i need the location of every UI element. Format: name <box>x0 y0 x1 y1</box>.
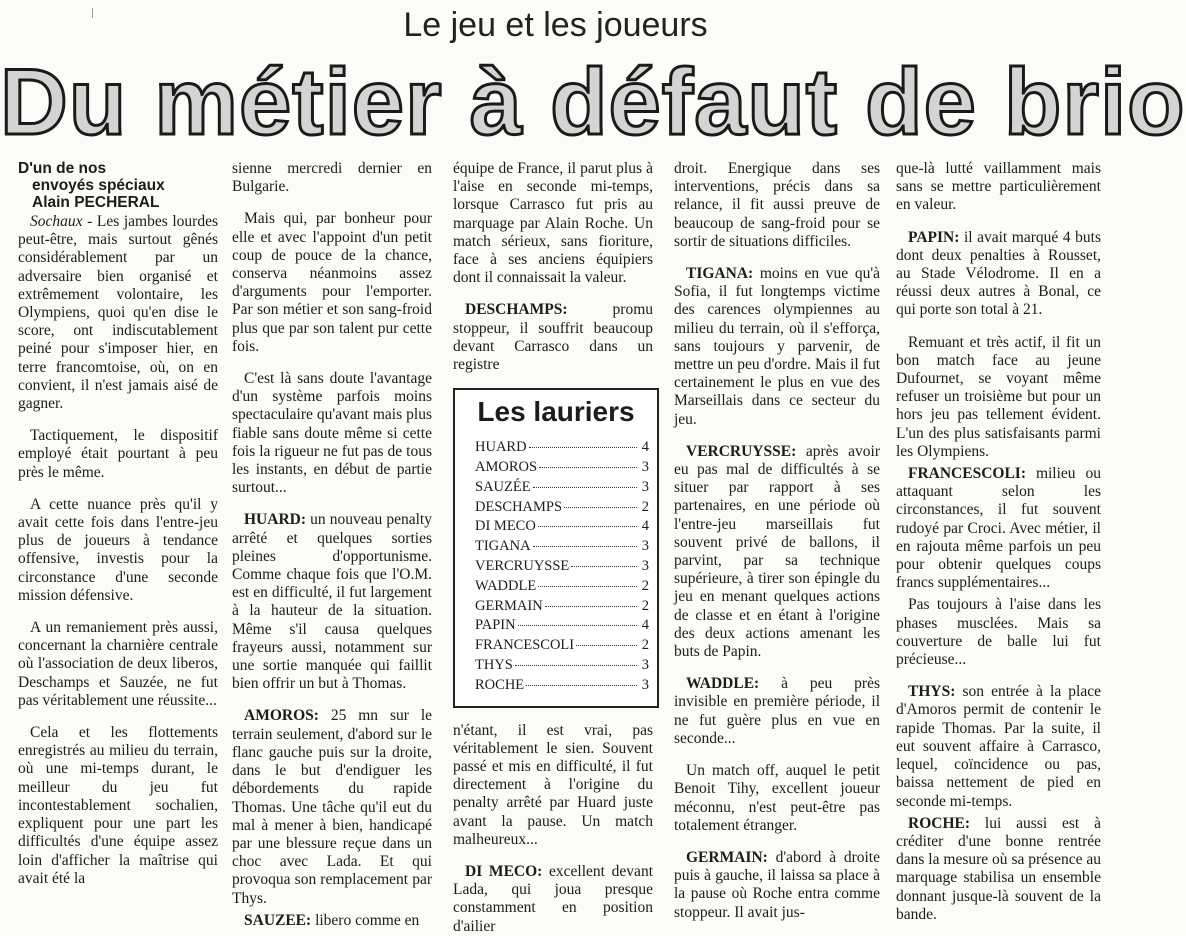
leader-dots <box>538 526 637 527</box>
lauriers-score: 4 <box>641 518 649 535</box>
paragraph <box>896 815 1101 924</box>
player-name: VERCRUYSSE: <box>686 442 797 460</box>
paragraph <box>896 465 1101 592</box>
lauriers-player: THYS <box>475 657 513 673</box>
article-headline: Du métier à défaut de brio <box>0 49 1186 154</box>
paragraph-text: son entrée à la place d'Amoros permit de contenir le rapide Thomas. Par la suite, il eut souvent affaire à Carrasco, lequel, coïncidence ou pas, baissa nettement de pied en seconde mi-temps. <box>896 683 1101 810</box>
lauriers-row <box>463 557 649 577</box>
paragraph <box>896 683 1101 810</box>
player-name: GERMAIN: <box>686 848 768 866</box>
lauriers-player: GERMAIN <box>475 597 543 614</box>
byline-line-1: D'un de nos <box>18 160 107 177</box>
paragraph: A cette nuance près qu'il y avait cette fois dans l'entre-jeu plus de joueurs à tendance offensive, investis pour la circonstance d'une seconde mission défensive. <box>18 495 218 604</box>
paragraph: n'étant, il est vrai, pas véritablement le sien. Souvent passé et mis en difficulté, il fut directement à l'origine du penalty arrêté par Huard juste avant la pause. Un match malheureux... <box>453 721 653 848</box>
player-name: HUARD: <box>244 511 306 529</box>
lauriers-row <box>463 577 649 597</box>
lauriers-player: FRANCESCOLI <box>475 637 575 654</box>
lauriers-player: WADDLE <box>475 577 537 594</box>
byline-author: Alain PECHERAL <box>32 194 160 211</box>
player-name: SAUZEE: <box>244 911 312 929</box>
paragraph <box>232 707 432 907</box>
paragraph: A un remaniement près aussi, concernant la charnière centrale où l'association de deux liberos, Deschamps et Sauzée, ne fut pas véritablement une réussite... <box>18 619 218 709</box>
paragraph: Pas toujours à l'aise dans les phases musclées. Mais sa couverture de balle lui fut précieuse... <box>896 596 1101 669</box>
lauriers-score: 2 <box>641 597 649 614</box>
lauriers-row <box>463 676 649 696</box>
lauriers-score: 3 <box>641 676 649 693</box>
paragraph: Un match off, auquel le petit Benoit Tihy, excellent joueur méconnu, n'est peut-être pas totalement étranger. <box>674 762 880 834</box>
column-4 <box>674 160 880 921</box>
paragraph-text: libero comme en <box>311 911 420 929</box>
column-1 <box>18 160 218 887</box>
player-name: DESCHAMPS: <box>465 301 568 319</box>
paragraph: sienne mercredi dernier en Bulgarie. <box>232 160 432 196</box>
leader-dots <box>518 625 637 626</box>
column-3 <box>453 160 653 935</box>
leader-dots <box>538 586 637 587</box>
lauriers-list <box>463 438 649 695</box>
lauriers-row <box>463 438 649 458</box>
lauriers-row <box>463 656 649 676</box>
lauriers-player: TIGANA <box>475 538 531 555</box>
paragraph <box>453 301 653 374</box>
paragraph-text: excellent devant Lada, qui joua presque constamment en position d'ailier <box>453 863 653 935</box>
lauriers-row <box>463 478 649 498</box>
lauriers-player: DESCHAMPS <box>475 498 563 515</box>
paragraph-text: lui aussi est à créditer d'une bonne rentrée dans la mesure où sa présence au marquage stabilisa un ensemble donnant jusque-là souvent de la bande. <box>896 814 1101 923</box>
lauriers-row <box>463 597 649 617</box>
lauriers-box <box>453 388 659 707</box>
dateline: Sochaux <box>30 213 83 230</box>
leader-dots <box>576 645 637 646</box>
column-2 <box>232 160 432 929</box>
paragraph-text: - Les jambes lourdes peut-être, mais surtout gênés considérablement par un adversaire bien organisé et extrêmement volontaire, les Olympiens, quoi qu'en dise le score, ont indiscutablement peiné pour s'imposer hier, en terre francomtoise, où, on en convient, il n'est jamais aisé de gagner. <box>18 213 218 413</box>
lauriers-score: 3 <box>641 657 649 673</box>
leader-dots <box>571 566 637 567</box>
player-name: ROCHE: <box>908 814 970 832</box>
leader-dots <box>515 665 637 666</box>
lauriers-player: PAPIN <box>475 617 516 634</box>
lauriers-row <box>463 458 649 478</box>
column-5 <box>896 160 1101 923</box>
paragraph <box>674 849 880 922</box>
paragraph: Tactiquement, le dispositif employé était pourtant à peu près le même. <box>18 427 218 481</box>
lauriers-score: 3 <box>641 538 649 555</box>
paragraph: droit. Energique dans ses interventions, précis dans sa relance, il fit aussi preuve de beaucoup de sang-froid pour se sortir de situations difficiles. <box>674 160 880 250</box>
leader-dots <box>526 685 637 686</box>
lauriers-score: 3 <box>641 478 649 495</box>
lauriers-player: DI MECO <box>475 518 536 535</box>
section-kicker: Le jeu et les joueurs <box>403 6 708 44</box>
lauriers-row <box>463 616 649 636</box>
lauriers-score: 2 <box>641 637 649 654</box>
paragraph-text: promu stoppeur, il souffrit beaucoup devant Carrasco dans un registre <box>453 301 653 374</box>
leader-dots <box>564 507 637 508</box>
lauriers-score: 4 <box>641 617 649 634</box>
lauriers-row <box>463 636 649 656</box>
paragraph-text: il avait marqué 4 buts dont deux penalties à Rousset, au Stade Vélodrome. Il en a réussi deux autres à Bonal, ce qui porte son total à 21. <box>896 228 1101 319</box>
paragraph-text: d'abord à droite puis à gauche, il laissa sa place à la pause où Roche entra comme stoppeur. Il avait jus- <box>674 848 880 921</box>
paragraph: C'est là sans doute l'avantage d'un système parfois moins spectaculaire qu'avant mais plus fiable sans doute même si cette fois la rigueur ne fut pas de tous les instants, en début de partie surtout... <box>232 370 432 497</box>
paragraph: Mais qui, par bonheur pour elle et avec l'appoint d'un petit coup de pouce de la chance, conserva néanmoins assez d'arguments pour l'emporter. Par son métier et son sang-froid plus que par son talent pur cette fois. <box>232 210 432 355</box>
byline-line-2: envoyés spéciaux <box>32 177 165 194</box>
leader-dots <box>545 606 637 607</box>
lauriers-player: AMOROS <box>475 459 538 476</box>
paragraph <box>674 443 880 661</box>
lauriers-score: 2 <box>641 498 649 515</box>
paragraph <box>18 213 218 413</box>
paragraph: équipe de France, il parut plus à l'aise en seconde mi-temps, lorsque Carrasco fut pris au marquage par Alain Roche. Un match sérieux, sans fioriture, face à ses anciens équipiers dont il connaissait la valeur. <box>453 160 653 287</box>
player-name: FRANCESCOLI: <box>908 465 1026 483</box>
leader-dots <box>529 447 637 448</box>
lauriers-score: 4 <box>641 439 649 456</box>
lauriers-player: VERCRUYSSE <box>475 558 570 575</box>
lauriers-score: 2 <box>641 577 649 594</box>
player-name: AMOROS: <box>244 707 319 725</box>
paragraph: Cela et les flottements enregistrés au milieu du terrain, où une mi-temps durant, le meilleur du jeu fut incontestablement sochalien, expliquent pour une part les difficultés d'une équipe assez loin d'afficher la maîtrise qui avait été la <box>18 724 218 887</box>
paragraph-text: moins en vue qu'à Sofia, il fut longtemps victime des carences olympiennes au milieu du terrain, où il s'efforça, sans toujours y parvenir, de mettre un peu d'ordre. Mais il fut certainement le plus en vue des Marseillais dans ce secteur du jeu. <box>674 265 880 428</box>
paragraph <box>896 229 1101 320</box>
paragraph <box>453 863 653 936</box>
lauriers-player: HUARD <box>475 439 527 456</box>
lauriers-player: ROCHE <box>475 676 525 693</box>
paragraph <box>232 511 432 693</box>
paragraph <box>232 912 432 930</box>
paragraph: Remuant et très actif, il fit un bon match face au jeune Dufournet, se voyant même refuser un troisième but pour un hors jeu pas tellement évident. L'un des plus satisfaisants parmi les Olympiens. <box>896 333 1101 460</box>
paragraph-text: milieu ou attaquant selon les circonstances, il fut souvent rudoyé par Croci. Avec métier, il en rajouta même parfois un peu pour obtenir quelques coups francs supplémentaires... <box>896 465 1101 592</box>
paragraph <box>674 265 880 429</box>
paragraph-text: après avoir eu pas mal de difficultés à se situer par rapport à ses partenaires, en une période où l'entre-jeu marseillais fut souvent privé de ballons, il parvint, par sa technique supérieure, à tirer son épingle du jeu en menant quelques actions de classe et en étant à l'origine des deux actions amenant les buts de Papin. <box>674 442 880 661</box>
byline <box>18 160 218 211</box>
paragraph-text: un nouveau penalty arrêté et quelques sorties pleines d'opportunisme. Comme chaque fois que l'O.M. est en difficulté, il fut largement à la hauteur de la situation. Même s'il causa quelques frayeurs aussi, notamment sur une sortie manquée qui faillit bien offrir un but à Thomas. <box>232 511 432 693</box>
lauriers-title: Les lauriers <box>477 396 635 428</box>
player-name: WADDLE: <box>686 675 760 693</box>
leader-dots <box>533 546 637 547</box>
lauriers-score: 3 <box>641 459 649 476</box>
player-name: THYS: <box>908 683 956 701</box>
paragraph-text: à peu près invisible en première période, il ne fut guère plus en vue en seconde... <box>674 675 880 747</box>
paragraph <box>674 675 880 748</box>
lauriers-row <box>463 517 649 537</box>
lauriers-score: 3 <box>641 558 649 575</box>
paragraph-text: 25 mn sur le terrain seulement, d'abord sur le flanc gauche puis sur la droite, dans le but d'endiguer les débordements du rapide Thomas. Une tâche qu'il eut du mal à mener à bien, handicapé par une blessure reçue dans un choc avec Lada. Et qui provoqua son remplacement par Thys. <box>232 707 432 907</box>
leader-dots <box>539 467 637 468</box>
player-name: DI MECO: <box>465 863 543 881</box>
lauriers-player: SAUZÉE <box>475 478 531 495</box>
lauriers-row <box>463 537 649 557</box>
lauriers-row <box>463 498 649 518</box>
paragraph: que-là lutté vaillamment mais sans se mettre particulièrement en valeur. <box>896 160 1101 214</box>
player-name: TIGANA: <box>686 265 754 283</box>
leader-dots <box>533 487 637 488</box>
player-name: PAPIN: <box>908 228 960 246</box>
